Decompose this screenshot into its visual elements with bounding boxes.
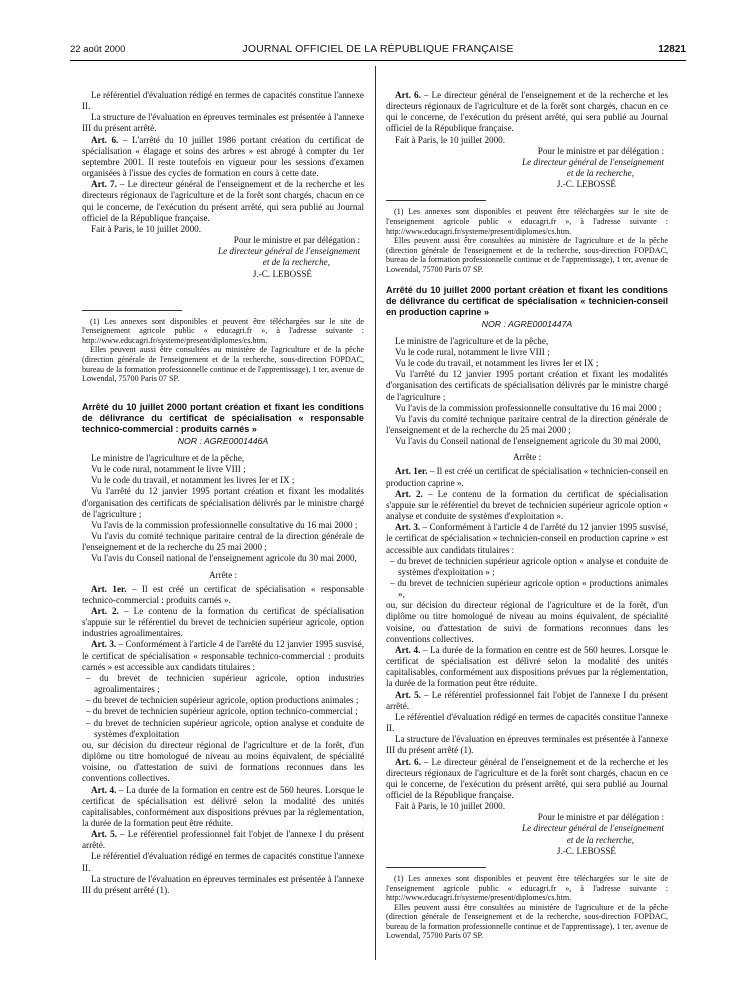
article-label: Art. 6. <box>395 756 421 767</box>
decree-title: Arrêté du 10 juillet 2000 portant création et fixant les conditions de délivrance du certificat de spécialisation « responsable technico-commercial : produits carnés » <box>82 401 364 434</box>
fait-a-paris: Fait à Paris, le 10 juillet 2000. <box>395 134 505 145</box>
right-column <box>386 90 668 941</box>
article-label: Art. 3. <box>395 522 421 533</box>
paragraph: Le référentiel d'évaluation rédigé en termes de capacités constitue l'annexe II. <box>82 851 364 873</box>
decree-title: Arrêté du 10 juillet 2000 portant création et fixant les conditions de délivrance du certificat de spécialisation « technicien-conseil en production caprine » <box>386 284 668 317</box>
visa: Vu l'arrêté du 12 janvier 1995 portant création et fixant les modalités d'organisation des certificats de spécialisation délivrés par le ministre chargé de l'agriculture ; <box>386 369 668 402</box>
article-text: – La durée de la formation en centre est de 560 heures. Lorsque le certificat de spécialisation est délivré selon la modalité des unités capitalisables, conformément aux dispositions prévues par la réglementation, la durée de la formation peut être réduite. <box>386 644 668 689</box>
article-text: – Le référentiel professionnel fait l'objet de l'annexe I du présent arrêté. <box>386 689 669 711</box>
article-6 <box>82 135 364 180</box>
paragraph: ou, sur décision du directeur régional de l'agriculture et de la forêt, d'un diplôme ou titre homologué de niveau au moins équivalent, de spécialité voisine, ou d'attestation de suivi de formations reconnues dans les conventions collectives. <box>82 739 364 784</box>
paragraph: La structure de l'évaluation en épreuves terminales est présentée à l'annexe III du présent arrêté. <box>82 112 364 134</box>
visa: Vu l'avis du Conseil national de l'enseignement agricole du 30 mai 2000, <box>91 553 357 564</box>
signature-role: Le directeur général de l'enseignement <box>522 823 664 834</box>
arrete-label: Arrête : <box>208 569 238 580</box>
header-rule <box>70 60 686 61</box>
list-item: – du brevet de technicien supérieur agricole option « productions animales », <box>390 578 668 600</box>
signature-name: J.-C. LEBOSSÉ <box>556 845 616 856</box>
article-3 <box>386 522 668 555</box>
fait-a-paris: Fait à Paris, le 10 juillet 2000. <box>395 801 505 812</box>
visa: Vu l'arrêté du 12 janvier 1995 portant création et fixant les modalités d'organisation des certificats de spécialisation délivrés par le ministre chargé de l'agriculture ; <box>82 486 364 519</box>
article-label: Art. 1er. <box>395 466 428 477</box>
footnote: (1) Les annexes sont disponibles et peuvent être téléchargées sur le site de l'enseignement agricole public « educagri.fr », à l'adresse suivante : http://www.educagri.fr/systeme/present/diplomes/cs.htm. <box>386 207 668 236</box>
signature-name: J.-C. LEBOSSÉ <box>252 268 312 279</box>
signature-role: et de la recherche, <box>566 834 634 845</box>
signature-line: Pour le ministre et par délégation : <box>537 812 664 823</box>
column-divider <box>375 66 376 960</box>
nor-reference: NOR : AGRE0001446A <box>177 435 269 446</box>
article-text: – Conformément à l'article 4 de l'arrêté du 12 janvier 1995 susvisé, le certificat de spécialisation « responsable technico-commercial : produits carnés » est accessible aux candidats titulaires : <box>82 639 364 672</box>
signature-line: Pour le ministre et par délégation : <box>537 145 664 156</box>
article-4 <box>82 785 364 830</box>
arrete-label: Arrête : <box>512 452 542 463</box>
signature-name: J.-C. LEBOSSÉ <box>556 179 616 190</box>
article-text: – Le contenu de la formation du certificat de spécialisation s'appuie sur le référentiel du brevet de technicien supérieur agricole option « analyse et conduite de systèmes d'exploitation ». <box>386 488 668 522</box>
article-6 <box>386 90 668 135</box>
list-item: – du brevet de technicien supérieur agricole, option productions animales ; <box>86 695 359 706</box>
list-item: – du brevet de technicien supérieur agricole, option technico-commercial ; <box>86 706 358 717</box>
visa: Vu le code rural, notamment le livre VIII ; <box>91 464 246 475</box>
paragraph: La structure de l'évaluation en épreuves terminales est présentée à l'annexe III du présent arrêté (1). <box>386 734 668 756</box>
article-7 <box>82 179 364 224</box>
list-item: – du brevet de technicien supérieur agricole, option industries agroalimentaires ; <box>86 672 364 695</box>
article-text: – Le référentiel professionnel fait l'objet de l'annexe I du présent arrêté. <box>82 829 365 851</box>
article-1 <box>82 584 364 606</box>
visa: Vu le code du travail, et notamment les livres Ier et IX ; <box>91 475 295 486</box>
article-5 <box>386 690 668 712</box>
signature-role: Le directeur général de l'enseignement <box>218 246 360 257</box>
article-text: – L'arrêté du 10 juillet 1986 portant création du certificat de spécialisation « élagage et soins des arbres » est abrogé à compter du 1er septembre 2001. Il reste toutefois en vigueur pour les sessions d'examen organisées à l'issue des cycles de formation en cours à cette date. <box>82 134 364 179</box>
paragraph: Le référentiel d'évaluation rédigé en termes de capacités constitue l'annexe II. <box>386 711 668 734</box>
article-label: Art. 5. <box>395 689 421 700</box>
visa: Vu l'avis de la commission professionnelle consultative du 16 mai 2000 ; <box>91 519 358 530</box>
footnote-rule <box>386 200 486 201</box>
page-header <box>70 44 686 58</box>
visa: Vu l'avis du comité technique paritaire central de la direction générale de l'enseignement et de la recherche du 25 mai 2000 ; <box>82 531 364 553</box>
article-text: – Il est créé un certificat de spécialisation « responsable technico-commercial : produits carnés ». <box>82 583 364 605</box>
visa: Vu le code du travail, et notamment les livres Ier et IX ; <box>395 358 599 369</box>
paragraph: Le référentiel d'évaluation rédigé en termes de capacités constitue l'annexe II. <box>82 90 364 112</box>
article-label: Art. 1er. <box>91 583 127 594</box>
article-text: – Le directeur général de l'enseignement et de la recherche et les directeurs régionaux de l'agriculture et de la forêt sont chargés, chacun en ce qui le concerne, de l'exécution du présent arrêté, qui sera publié au Journal officiel de la République française. <box>386 90 668 134</box>
visa: Le ministre de l'agriculture et de la pêche, <box>91 452 245 463</box>
footnote: Elles peuvent aussi être consultées au ministère de l'agriculture et de la pêche (direction générale de l'enseignement et de la recherche, sous-direction FOPDAC, bureau de la formation professionnelle continue et de l'apprentissage), 1 ter, avenue de Lowendal, 75700 Paris 07 SP. <box>82 345 364 384</box>
fait-a-paris: Fait à Paris, le 10 juillet 2000. <box>91 223 201 234</box>
signature-block <box>386 146 668 191</box>
footnote-rule <box>386 867 486 868</box>
article-label: Art. 5. <box>91 829 117 840</box>
signature-role: Le directeur général de l'enseignement <box>522 156 664 167</box>
visa: Le ministre de l'agriculture et de la pêche, <box>395 335 549 346</box>
article-text: – Conformément à l'article 4 de l'arrêté du 12 janvier 1995 susvisé, le certificat de spécialisation « technicien-conseil en production caprine » est accessible aux candidats titulaires : <box>386 522 668 555</box>
article-2 <box>82 606 364 639</box>
list-item: – du brevet de technicien supérieur agricole option « analyse et conduite de systèmes d'exploitation » ; <box>390 555 668 577</box>
article-text: – La durée de la formation en centre est de 560 heures. Lorsque le certificat de spécialisation est délivré selon la modalité des unités capitalisables, conformément aux dispositions prévues par la réglementation, la durée de la formation peut être réduite. <box>82 784 364 828</box>
footnote: Elles peuvent aussi être consultées au ministère de l'agriculture et de la pêche (direction générale de l'enseignement et de la recherche, sous-direction FOPDAC, bureau de la formation professionnelle continue et de l'apprentissage), 1 ter, avenue de Lowendal, 75700 Paris 07 SP. <box>386 236 668 274</box>
header-journal-title: JOURNAL OFFICIEL DE LA RÉPUBLIQUE FRANÇAISE <box>242 43 514 55</box>
nor-reference: NOR : AGRE0001447A <box>481 318 573 329</box>
header-date: 22 août 2000 <box>70 44 126 55</box>
article-text: – Il est créé un certificat de spécialisation « technicien-conseil en production caprine ». <box>386 466 668 488</box>
visa: Vu l'avis de la commission professionnelle consultative du 16 mai 2000 ; <box>395 402 662 413</box>
footnote: (1) Les annexes sont disponibles et peuvent être téléchargées sur le site de l'enseignement agricole public « educagri.fr », à l'adresse suivante : http://www.educagri.fr/systeme/present/diplomes/cs.htm. <box>386 873 668 903</box>
article-text: – Le contenu de la formation du certificat de spécialisation s'appuie sur le référentiel du brevet de technicien supérieur agricole, option industries agroalimentaires. <box>82 606 364 639</box>
article-5 <box>82 829 364 851</box>
article-6 <box>386 757 668 802</box>
left-column <box>82 90 364 896</box>
article-4 <box>386 645 668 690</box>
article-3 <box>82 639 364 672</box>
article-label: Art. 2. <box>91 606 119 616</box>
visa: Vu l'avis du comité technique paritaire central de la direction générale de l'enseignement et de la recherche du 25 mai 2000 ; <box>386 413 668 435</box>
visa: Vu le code rural, notamment le livre VIII ; <box>395 346 550 357</box>
paragraph: La structure de l'évaluation en épreuves terminales est présentée à l'annexe III du présent arrêté (1). <box>82 873 364 895</box>
signature-role: et de la recherche, <box>262 257 330 268</box>
signature-block <box>82 235 364 280</box>
article-label: Art. 6. <box>91 134 119 145</box>
list-item: – du brevet de technicien supérieur agricole, option analyse et conduite de systèmes d'exploitation <box>86 717 364 739</box>
article-text: – Le directeur général de l'enseignement et de la recherche et les directeurs régionaux de l'agriculture et de la forêt sont chargés, chacun en ce qui le concerne, de l'exécution du présent arrêté, qui sera publié au Journal officiel de la République française. <box>386 756 668 800</box>
article-label: Art. 7. <box>91 179 117 190</box>
article-label: Art. 6. <box>395 90 421 100</box>
footnote: (1) Les annexes sont disponibles et peuvent être téléchargées sur le site de l'enseignement agricole public « educagri.fr », à l'adresse suivante : http://www.educagri.fr/systeme/present/diplomes/cs.htm. <box>82 316 364 345</box>
header-page-number: 12821 <box>658 44 686 55</box>
article-1 <box>386 466 668 488</box>
article-label: Art. 2. <box>395 488 423 499</box>
footnote-rule <box>82 310 182 311</box>
article-label: Art. 3. <box>91 639 117 650</box>
article-2 <box>386 489 668 522</box>
signature-role: et de la recherche, <box>566 168 634 179</box>
visa: Vu l'avis du Conseil national de l'enseignement agricole du 30 mai 2000, <box>395 436 661 447</box>
footnote: Elles peuvent aussi être consultées au ministère de l'agriculture et de la pêche (direction générale de l'enseignement et de la recherche, sous-direction FOPDAC, bureau de la formation professionnelle continue et de l'apprentissage), 1 ter, avenue de Lowendal, 75700 Paris 07 SP. <box>386 902 668 941</box>
article-label: Art. 4. <box>395 644 421 655</box>
signature-line: Pour le ministre et par délégation : <box>233 235 360 246</box>
signature-block <box>386 812 668 857</box>
article-label: Art. 4. <box>91 784 117 795</box>
paragraph: ou, sur décision du directeur régional de l'agriculture et de la forêt, d'un diplôme ou titre homologué de niveau au moins équivalent, de spécialité voisine, ou d'attestation de suivi de formations reconnues dans les conventions collectives. <box>386 600 668 644</box>
article-text: – Le directeur général de l'enseignement et de la recherche et les directeurs régionaux de l'agriculture et de la forêt sont chargés, chacun en ce qui le concerne, de l'exécution du présent arrêté, qui sera publié au Journal officiel de la République française. <box>82 179 364 223</box>
